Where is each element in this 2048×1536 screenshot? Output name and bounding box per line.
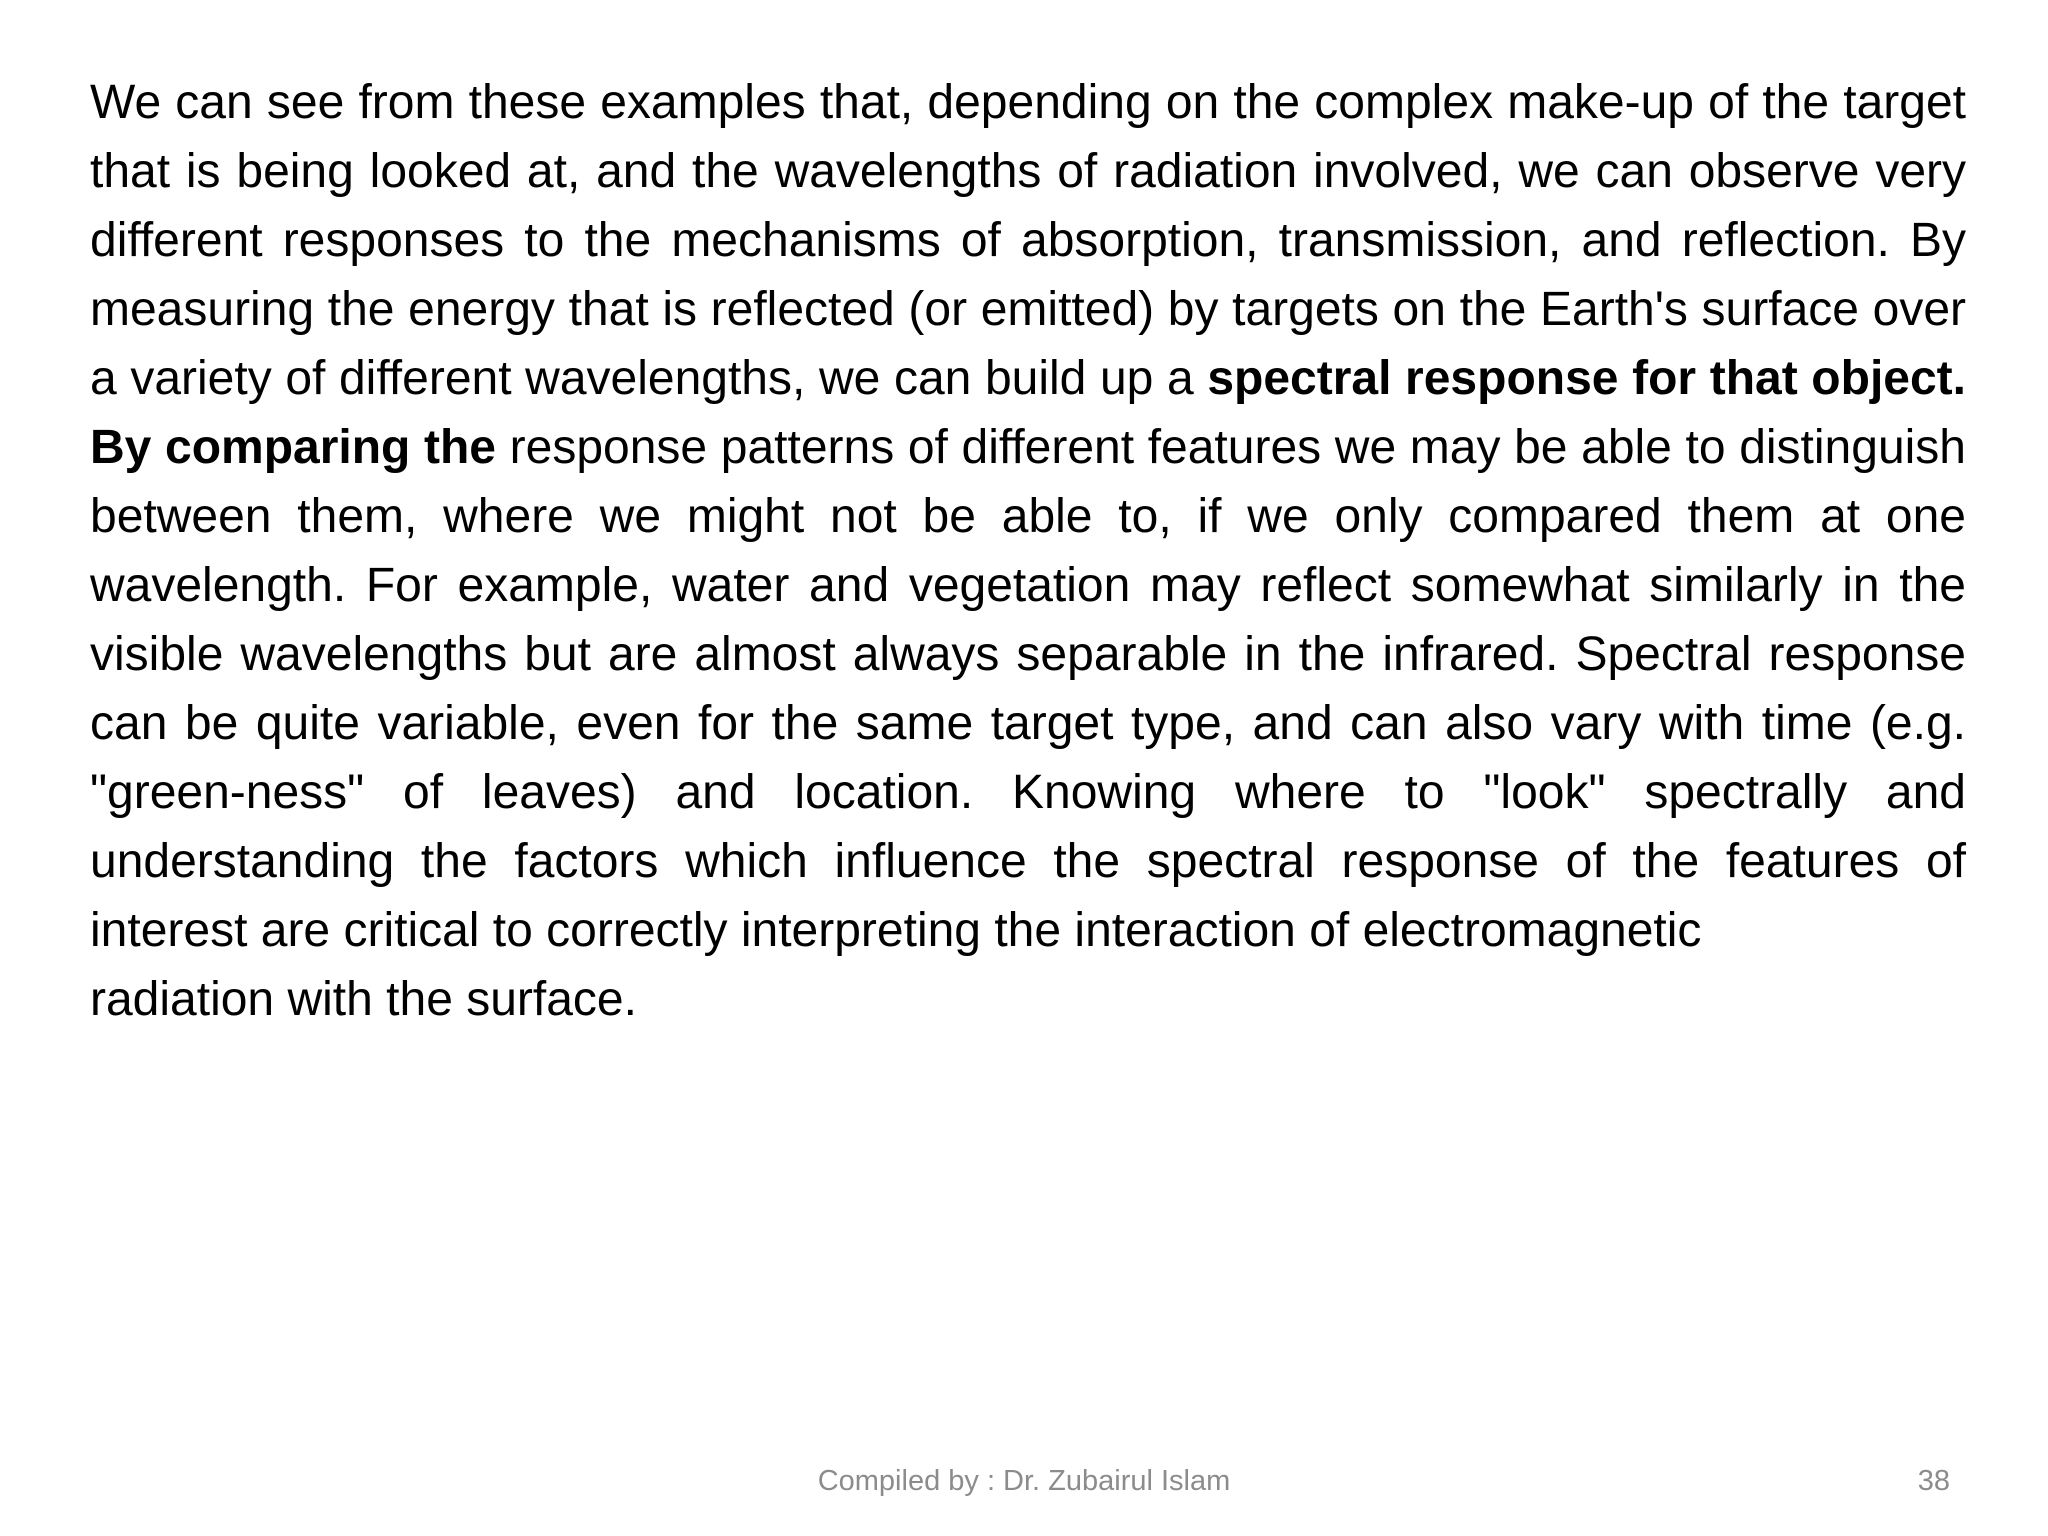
footer-credit: Compiled by : Dr. Zubairul Islam [817, 1465, 1231, 1497]
paragraph-last-line: radiation with the surface. [90, 973, 637, 1026]
paragraph-bold-text: spectral response for that object. By comparing the [90, 352, 1966, 474]
body-paragraph [90, 68, 1966, 1034]
page-number: 38 [1917, 1465, 1950, 1497]
paragraph-text-part1: We can see from these examples that, depending on the complex make-up of the target that is being looked at, and the wavelengths of radiation involved, we can observe very different responses to the mechanisms of absorption, transmission, and reflection. By measuring the energy that is reflected (or emitted) by targets on the Earth's surface over a variety of different wavelengths, we can build up a [90, 76, 1966, 405]
paragraph-text-part2: response patterns of different features we may be able to distinguish between them, where we might not be able to, if we only compared them at one wavelength. For example, water and vegetation may reflect somewhat similarly in the visible wavelengths but are almost always separable in the infrared. Spectral response can be quite variable, even for the same target type, and can also vary with time (e.g. "green-ness" of leaves) and location. Knowing where to "look" spectrally and understanding the factors which influence the spectral response of the features of interest are critical to correctly interpreting the interaction of electromagnetic [90, 421, 1966, 957]
